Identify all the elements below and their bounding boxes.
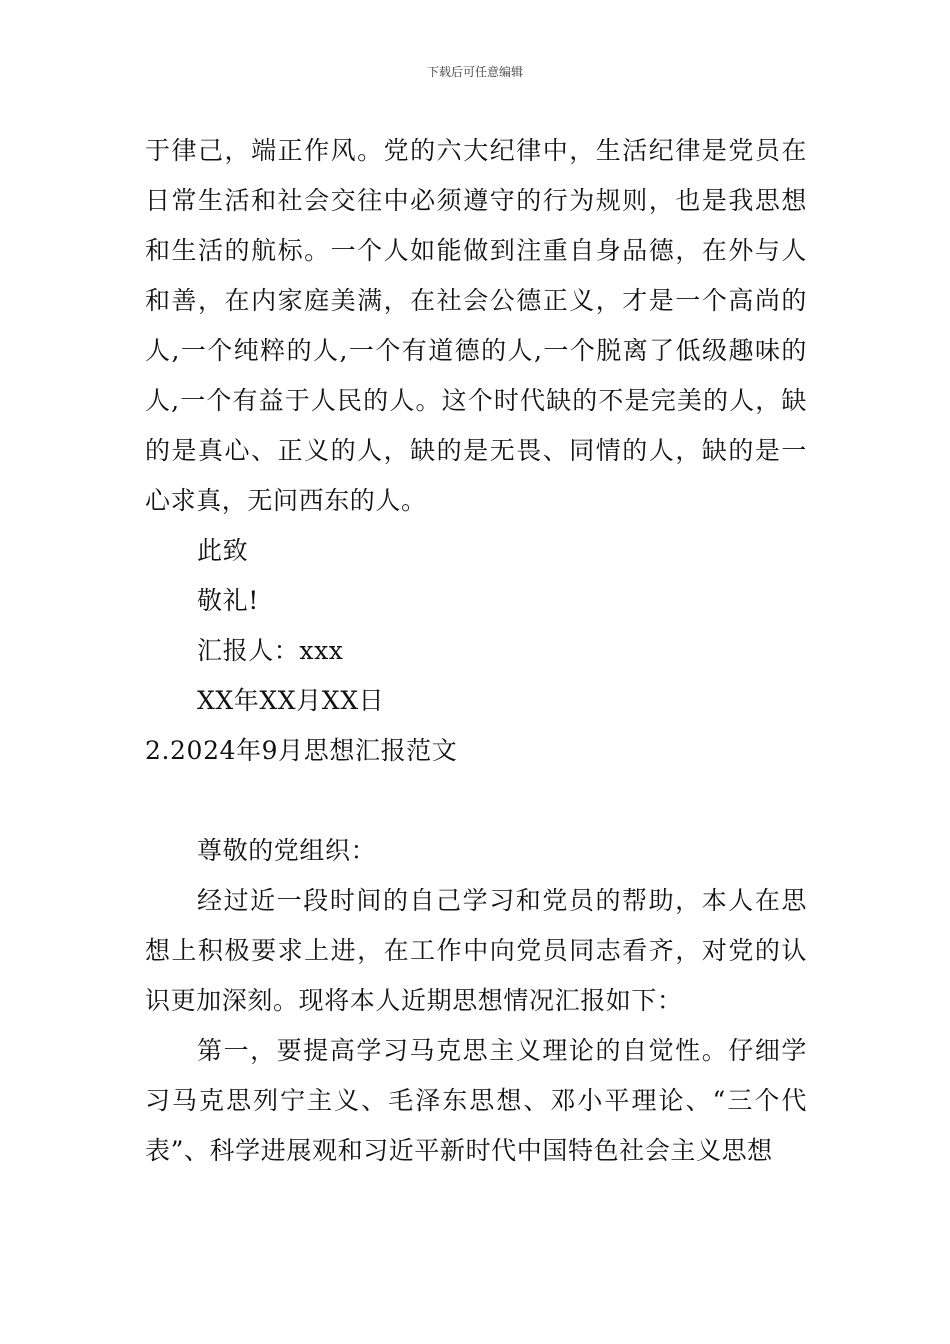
- document-body: [145, 126, 807, 1176]
- section-heading: 2.2024年9月思想汇报范文: [145, 736, 458, 765]
- closing-line-cizhi: 此致: [197, 536, 249, 565]
- closing-line-jingli: 敬礼!: [197, 586, 259, 615]
- salutation: 尊敬的党组织：: [197, 836, 377, 865]
- reporter-signature: 汇报人：xxx: [197, 636, 344, 665]
- body-paragraph-first-point: 第一，要提高学习马克思主义理论的自觉性。仔细学习马克思列宁主义、毛泽东思想、邓小平理论、“三个代表”、科学进展观和习近平新时代中国特色社会主义思想: [145, 1036, 807, 1165]
- body-paragraph-intro: 经过近一段时间的自己学习和党员的帮助，本人在思想上积极要求上进，在工作中向党员同志看齐，对党的认识更加深刻。现将本人近期思想情况汇报如下：: [145, 886, 807, 1015]
- letter-continuation-paragraph: 于律己，端正作风。党的六大纪律中，生活纪律是党员在日常生活和社会交往中必须遵守的行为规则，也是我思想和生活的航标。一个人如能做到注重自身品德，在外与人和善，在内家庭美满，在社会公德正义，才是一个高尚的人,一个纯粹的人,一个有道德的人,一个脱离了低级趣味的人,一个有益于人民的人。这个时代缺的不是完美的人，缺的是真心、正义的人，缺的是无畏、同情的人，缺的是一心求真，无问西东的人。: [145, 136, 807, 515]
- page-header: 下载后可任意编辑: [426, 65, 523, 79]
- letter-date: XX年XX月XX日: [197, 686, 385, 715]
